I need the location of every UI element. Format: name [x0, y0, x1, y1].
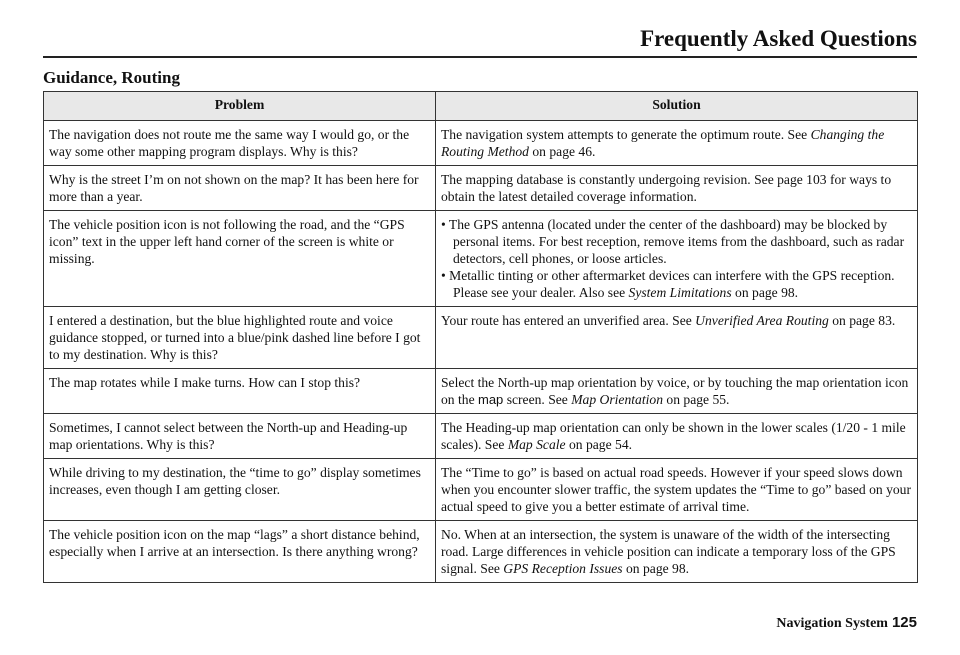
solution-text: on page 46. — [528, 144, 596, 159]
solution-text: on page 98. — [731, 285, 799, 300]
solution-cell — [436, 369, 918, 414]
table-row — [44, 121, 918, 166]
page-reference: Changing the Routing Method — [441, 127, 885, 159]
solution-text: The mapping database is constantly undergoing revision. See page 103 for ways to obtain the latest detailed coverage information. — [441, 172, 892, 204]
section-title: Guidance, Routing — [43, 68, 180, 87]
solution-text: on page 98. — [622, 561, 690, 576]
page-number: 125 — [891, 614, 917, 631]
table-row — [44, 307, 918, 369]
page-reference: Unverified Area Routing — [695, 313, 829, 328]
column-header-problem: Problem — [44, 92, 436, 121]
table-row — [44, 459, 918, 521]
problem-cell: The vehicle position icon is not following the road, and the “GPS icon” text in the upper left hand corner of the screen is white or missing. — [44, 211, 436, 307]
solution-text: screen. See — [503, 392, 572, 407]
solution-text: on page 55. — [663, 392, 730, 407]
problem-cell: The map rotates while I make turns. How can I stop this? — [44, 369, 436, 414]
screen-keyword: map — [478, 392, 504, 407]
page-title: Frequently Asked Questions — [640, 26, 917, 51]
problem-cell: I entered a destination, but the blue highlighted route and voice guidance stopped, or turned into a blue/pink dashed line before I got to my destination. Why is this? — [44, 307, 436, 369]
column-header-solution: Solution — [436, 92, 918, 121]
solution-text: No. When at an intersection, the system is unaware of the width of the intersecting road. Large differences in vehicle position can indicate a temporary loss of the GPS signal. See — [441, 527, 896, 576]
solution-cell — [436, 121, 918, 166]
problem-cell: While driving to my destination, the “time to go” display sometimes increases, even though I am getting closer. — [44, 459, 436, 521]
solution-cell — [436, 211, 918, 307]
solution-cell — [436, 521, 918, 583]
page-footer — [776, 614, 917, 632]
table-row — [44, 211, 918, 307]
table-header-row — [44, 92, 918, 121]
solution-text: The navigation system attempts to generate the optimum route. See — [441, 127, 811, 142]
page-reference: System Limitations — [628, 285, 732, 300]
solution-text: The “Time to go” is based on actual road speeds. However if your speed slows down when you encounter slower traffic, the system updates the “Time to go” based on your actual speed to give you a better estimate of arrival time. — [441, 465, 912, 514]
page-reference: GPS Reception Issues — [503, 561, 623, 576]
problem-cell: The navigation does not route me the same way I would go, or the way some other mapping program displays. Why is this? — [44, 121, 436, 166]
table-row — [44, 166, 918, 211]
solution-bullet: • The GPS antenna (located under the center of the dashboard) may be blocked by personal items. For best reception, remove items from the dashboard, such as radar detectors, cell phones, or loose articles. — [441, 217, 905, 266]
title-divider — [43, 56, 917, 58]
page-reference: Map Orientation — [571, 392, 663, 407]
solution-text: Select the North-up map orientation by voice, or by touching the map orientation icon on the — [441, 375, 909, 407]
footer-label: Navigation System — [776, 616, 888, 631]
solution-cell — [436, 459, 918, 521]
problem-cell: Sometimes, I cannot select between the North-up and Heading-up map orientations. Why is this? — [44, 414, 436, 459]
solution-text: on page 54. — [565, 437, 633, 452]
solution-cell — [436, 414, 918, 459]
solution-cell — [436, 307, 918, 369]
solution-cell — [436, 166, 918, 211]
problem-cell: The vehicle position icon on the map “lags” a short distance behind, especially when I arrive at an intersection. Is there anything wrong? — [44, 521, 436, 583]
table-row — [44, 369, 918, 414]
solution-text: on page 83. — [828, 313, 896, 328]
table-row — [44, 521, 918, 583]
faq-table — [43, 91, 918, 583]
solution-text: • Metallic tinting or other aftermarket devices can interfere with the GPS reception. Please see your dealer. Also see — [441, 268, 895, 300]
table-row — [44, 414, 918, 459]
solution-bullet — [441, 267, 912, 301]
problem-cell: Why is the street I’m on not shown on the map? It has been here for more than a year. — [44, 166, 436, 211]
page-reference: Map Scale — [507, 437, 566, 452]
solution-text: Your route has entered an unverified area. See — [441, 313, 696, 328]
solution-text: The Heading-up map orientation can only be shown in the lower scales (1/20 - 1 mile scales). See — [441, 420, 906, 452]
